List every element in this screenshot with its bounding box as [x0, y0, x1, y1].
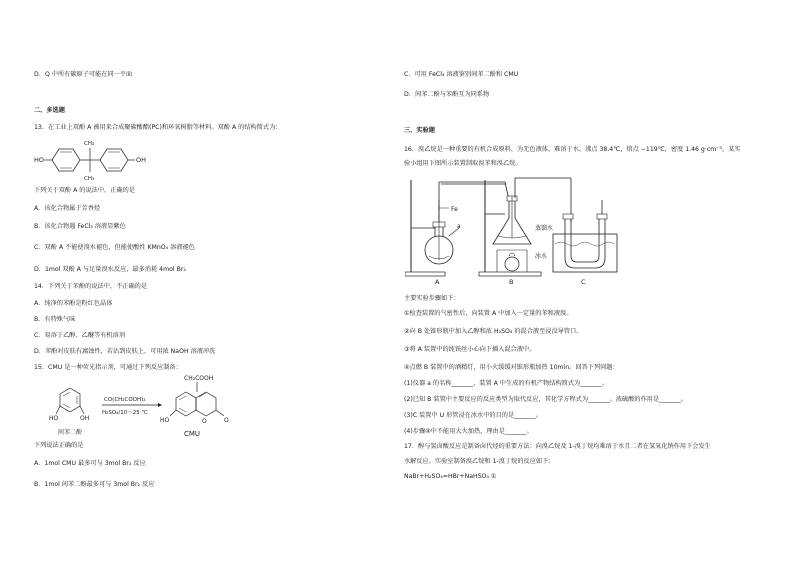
apparatus-a-label: A	[435, 278, 440, 286]
q15-option-b: B．1mol 间苯二酚最多可与 3mol Br₂ 反应	[34, 481, 155, 488]
lab-apparatus-figure	[405, 170, 625, 294]
cmu-carbonyl-oxygen-label: O	[224, 417, 229, 424]
bisphenol-a-structure	[34, 136, 164, 186]
step-3: ③将 A 装置中的纯铁丝小心向下插入混合液中。	[404, 346, 536, 353]
step-1: ①检查装置的气密性后，向装置 A 中加入一定量的苯和液溴。	[404, 310, 573, 317]
ch3-top-label: CH₃	[84, 141, 95, 147]
sub-question-2: (2)已知 B 装置中主要反应的反应类型为取代反应，其化学方程式为_______。浓硫酸的作用是_______。	[404, 396, 688, 403]
instrument-a-label: a	[457, 223, 461, 230]
cmu-ring-oxygen-label: O	[202, 418, 207, 425]
sub-question-1: (1)仪器 a 的名称_______，装置 A 中生成的有机产物结构简式为_______。	[404, 380, 609, 387]
q13-option-b: B．该化合物遇 FeCl₃ 溶液显紫色	[34, 223, 126, 230]
q17-stem-line1: 17．醇与氢卤酸反应是制备卤代烃的重要方法：向溴乙烷及 1-溴丁烷均难溶于水且二者在氢氧化钠作用下会发生	[404, 443, 711, 450]
ice-water-label: 冰水	[535, 253, 548, 260]
resorcinol-oh-label: OH	[80, 415, 90, 422]
q15-option-d: D．间苯二酚与苯酚互为同系物	[404, 91, 490, 98]
q14-option-c: C．易溶于乙醇、乙醚等有机溶剂	[34, 332, 125, 339]
section-experiment-title: 三、实验题	[404, 127, 435, 134]
q13-option-d: D．1mol 双酚 A 与足量溴水反应，最多消耗 4mol Br₂	[34, 266, 186, 273]
cmu-name-label: CMU	[184, 430, 201, 438]
q16-stem-line2: 验小组用下图所示装置制取溴苯和溴乙烷。	[404, 160, 522, 167]
ho-left-label: HO	[34, 156, 45, 164]
reagent-top-label: CO(CH₂COOH)₂	[104, 397, 146, 403]
q12-option-d: D．Q 中所有碳原子可能在同一平面	[34, 71, 133, 78]
step-4: ④点燃 B 装置中的酒精灯，用小火缓缓对锥形瓶加热 10min。回答下列问题：	[404, 364, 619, 371]
q15-option-a: A．1mol CMU 最多可与 3mol Br₂ 反应	[34, 460, 146, 467]
q15-prompt: 下列说法正确的是	[34, 442, 84, 449]
q13-option-c: C．双酚 A 不能使溴水褪色，但能使酸性 KMnO₄ 溶液褪色	[34, 244, 195, 251]
q14-option-a: A．纯净的苯酚是粉红色晶体	[34, 300, 113, 307]
resorcinol-name-label: 间苯二酚	[58, 429, 83, 436]
q14-option-d: D．苯酚对皮肤有腐蚀性，若沾到皮肤上，可用浓 NaOH 溶液冲洗	[34, 348, 216, 355]
q16-stem-line1: 16．溴乙烷是一种重要的有机合成原料，为无色液体，难溶于水，沸点 38.4℃，熔点 −119℃，密度 1.46 g·cm⁻³。某实	[404, 146, 741, 153]
q15-stem: 15．CMU 是一种荧光指示剂，可通过下列反应制备：	[34, 364, 182, 371]
steps-title: 主要实验步骤如下：	[404, 295, 460, 302]
distilled-water-label: 蒸馏水	[535, 225, 554, 232]
q15-option-c: C．可用 FeCl₃ 溶液鉴别间苯二酚和 CMU	[404, 71, 519, 78]
section-multi-choice-title: 二、多选题	[34, 107, 65, 114]
cmu-side-chain-label: CH₂COOH	[184, 375, 214, 382]
cmu-ho-label: HO	[160, 417, 170, 424]
fe-wire-label: Fe	[451, 206, 458, 213]
q17-stem-line2: 水解反应。实验室制备溴乙烷和 1-溴丁烷的反应如下：	[404, 458, 555, 465]
apparatus-c-label: C	[581, 278, 586, 286]
q13-stem: 13．在工业上双酚 A 被用来合成聚碳酸酯(PC)和环氧树脂等材料。双酚 A 的结构简式为：	[34, 124, 282, 131]
ch3-bottom-label: CH₃	[84, 176, 95, 182]
step-2: ②向 B 处锥形瓶中加入乙醇和浓 H₂SO₄ 的混合液至浸没导管口。	[404, 328, 583, 335]
reagent-bottom-label: H₂SO₄/10～25 ℃	[102, 410, 148, 416]
sub-question-4: (4)步骤④中不能用大火加热，理由是_______。	[404, 428, 533, 435]
resorcinol-ho-label: HO	[49, 415, 59, 422]
q17-equation: NaBr+H₂SO₄=HBr+NaHSO₄ ①	[404, 473, 497, 480]
q13-prompt: 下列关于双酚 A 的说法中，正确的是	[34, 187, 135, 194]
apparatus-b-label: B	[509, 278, 514, 286]
oh-right-label: OH	[136, 156, 147, 164]
sub-question-3: (3)C 装置中 U 形管浸在冰水中的目的是_______。	[404, 412, 542, 419]
q14-stem: 14．下列关于苯酚的说法中，不正确的是	[34, 283, 148, 290]
q14-option-b: B．有特殊气味	[34, 316, 76, 323]
q13-option-a: A．该化合物属于芳香烃	[34, 205, 101, 212]
